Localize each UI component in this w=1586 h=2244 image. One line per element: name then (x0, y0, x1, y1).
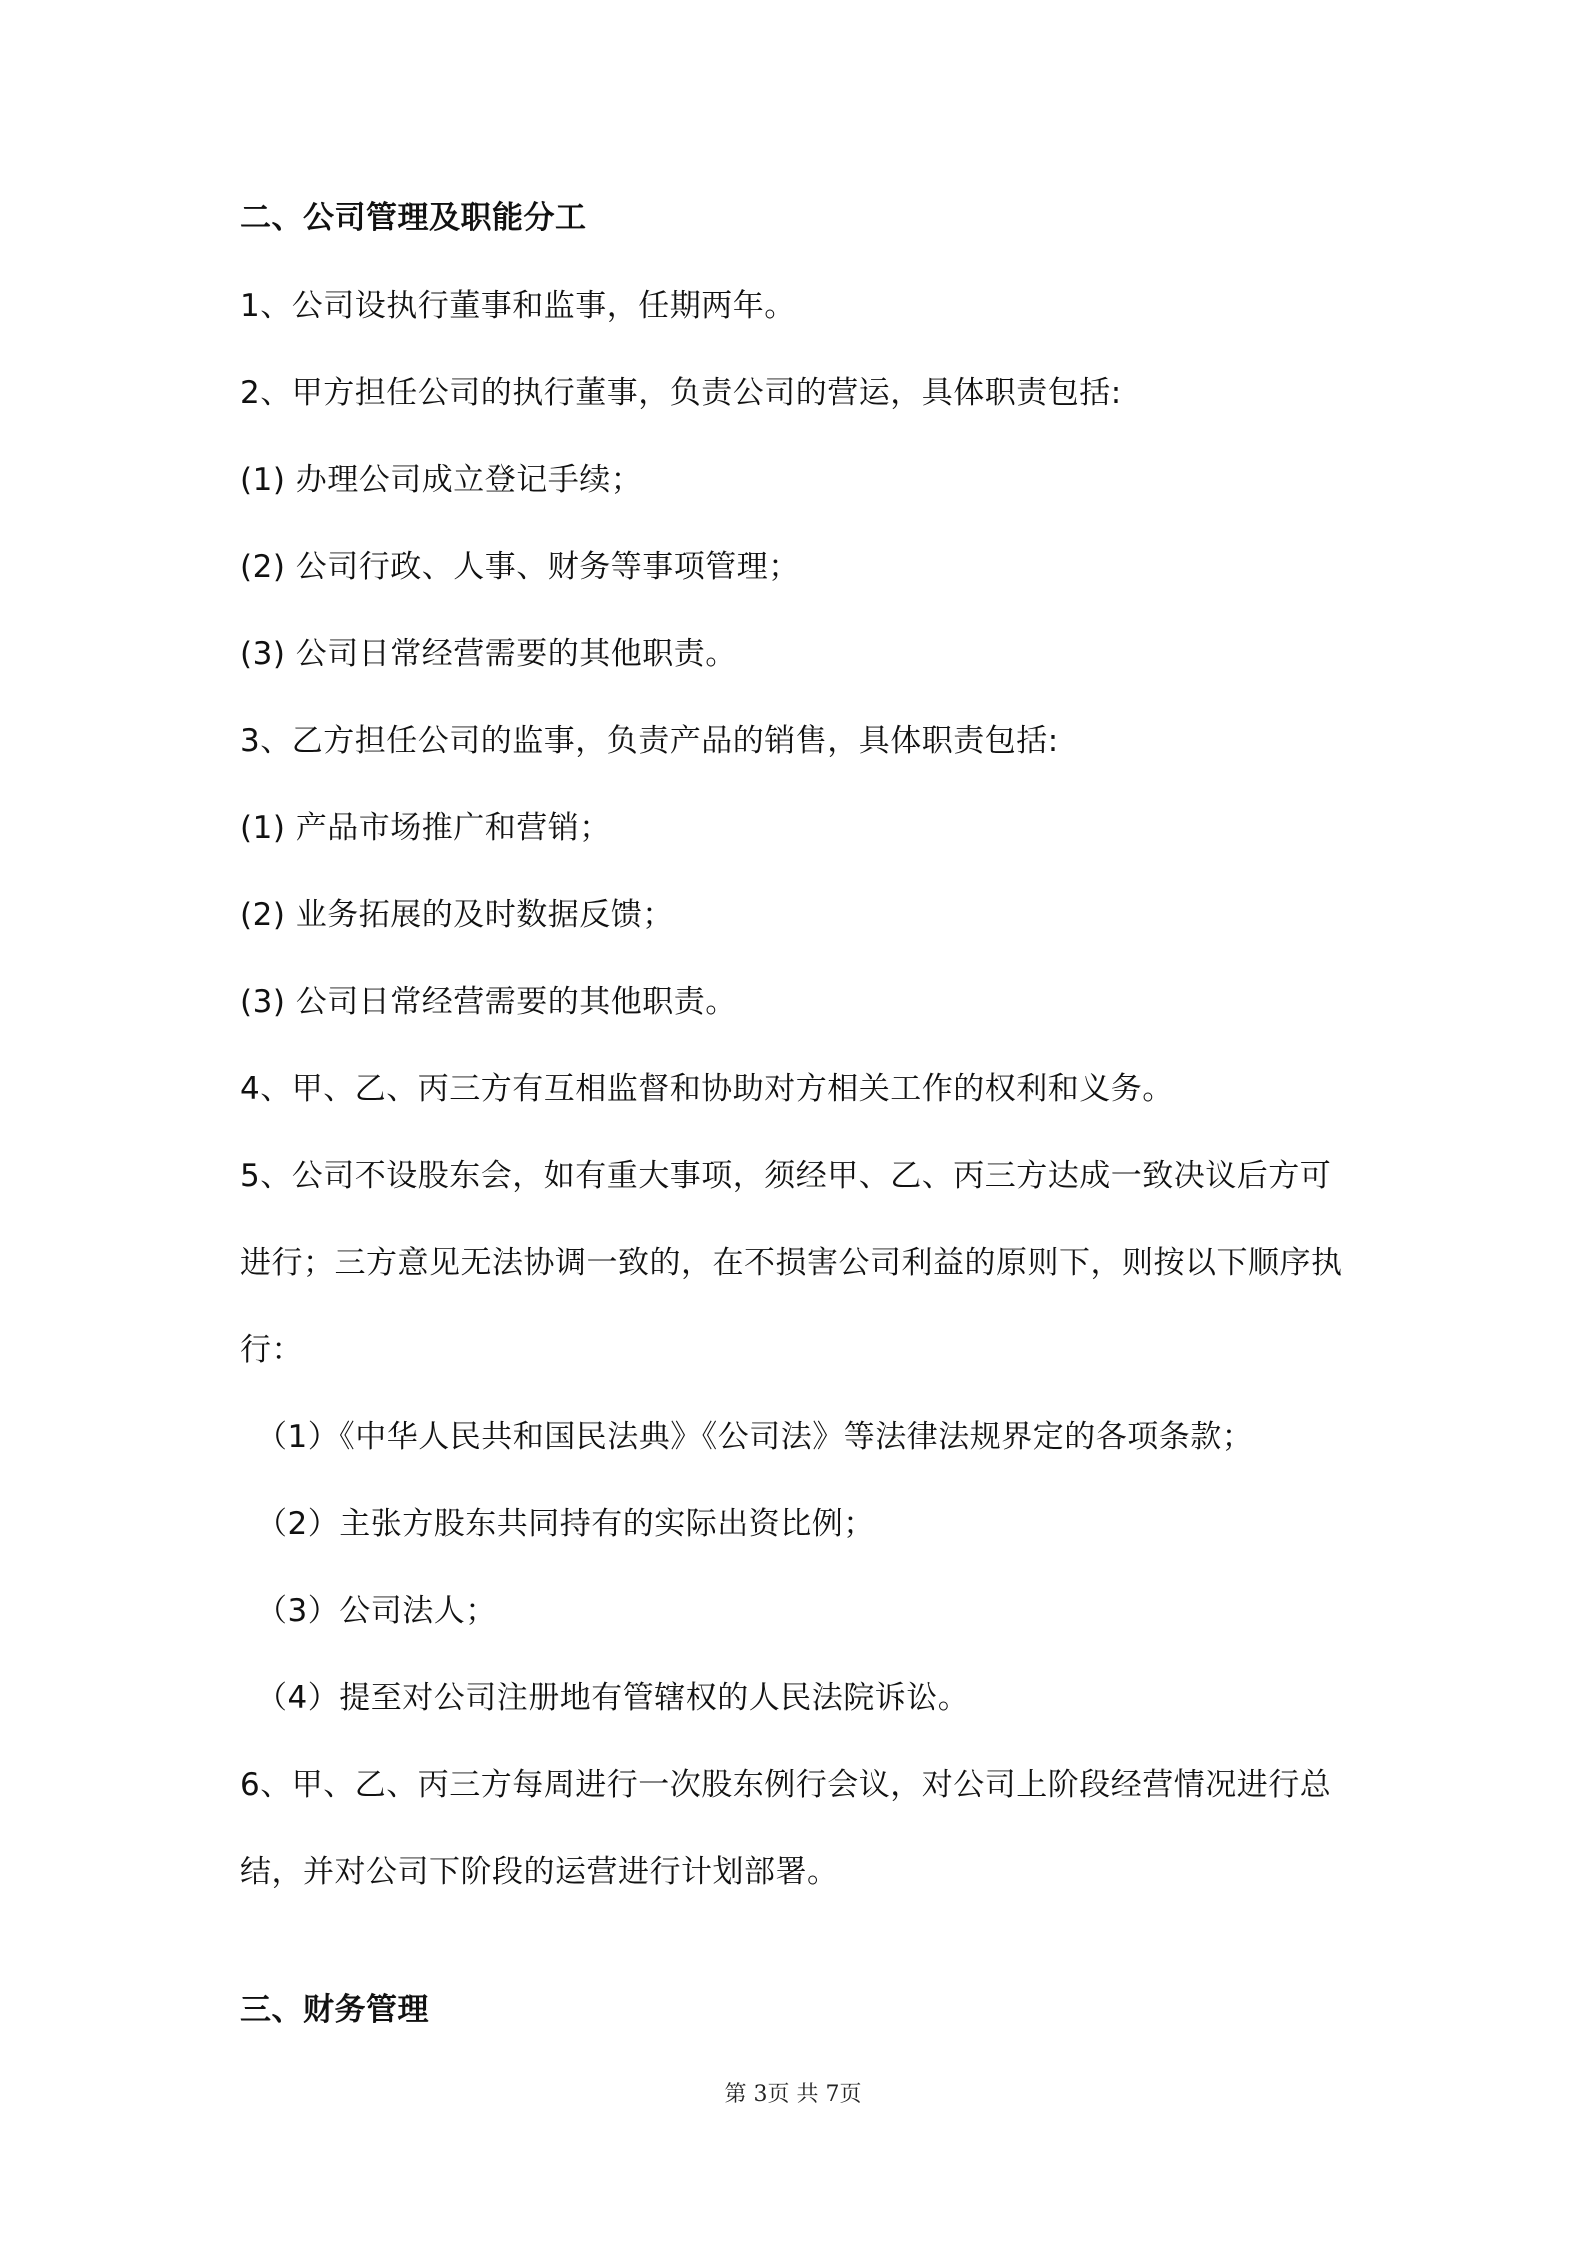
paragraph-line: 进行；三方意见无法协调一致的，在不损害公司利益的原则下，则按以下顺序执 (240, 1245, 1343, 1281)
list-item: （3）公司法人； (256, 1593, 497, 1629)
paragraph-line: 1、公司设执行董事和监事，任期两年。 (240, 288, 796, 324)
list-item: (2) 公司行政、人事、财务等事项管理； (240, 549, 800, 585)
list-item: (2) 业务拓展的及时数据反馈； (240, 897, 674, 933)
section-heading-management: 二、公司管理及职能分工 (240, 200, 587, 236)
list-item: (3) 公司日常经营需要的其他职责。 (240, 636, 737, 672)
paragraph-line: 5、公司不设股东会，如有重大事项，须经甲、乙、丙三方达成一致决议后方可 (240, 1158, 1332, 1194)
paragraph-line: 2、甲方担任公司的执行董事，负责公司的营运，具体职责包括: (240, 375, 1122, 411)
paragraph-line: 3、乙方担任公司的监事，负责产品的销售，具体职责包括: (240, 723, 1059, 759)
paragraph-line: 4、甲、乙、丙三方有互相监督和协助对方相关工作的权利和义务。 (240, 1071, 1174, 1107)
paragraph-line: 行： (240, 1332, 303, 1368)
list-item: (3) 公司日常经营需要的其他职责。 (240, 984, 737, 1020)
page-number-footer: 第 3页 共 7页 (724, 2082, 862, 2107)
list-item: （2）主张方股东共同持有的实际出资比例； (256, 1506, 875, 1542)
list-item: (1) 办理公司成立登记手续； (240, 462, 643, 498)
list-item: (1) 产品市场推广和营销； (240, 810, 611, 846)
list-item: （4）提至对公司注册地有管辖权的人民法院诉讼。 (256, 1680, 970, 1716)
list-item: （1）《中华人民共和国民法典》《公司法》等法律法规界定的各项条款； (256, 1419, 1254, 1455)
paragraph-line: 6、甲、乙、丙三方每周进行一次股东例行会议，对公司上阶段经营情况进行总 (240, 1767, 1332, 1803)
paragraph-line: 结，并对公司下阶段的运营进行计划部署。 (240, 1854, 839, 1890)
section-heading-finance: 三、财务管理 (240, 1992, 429, 2028)
